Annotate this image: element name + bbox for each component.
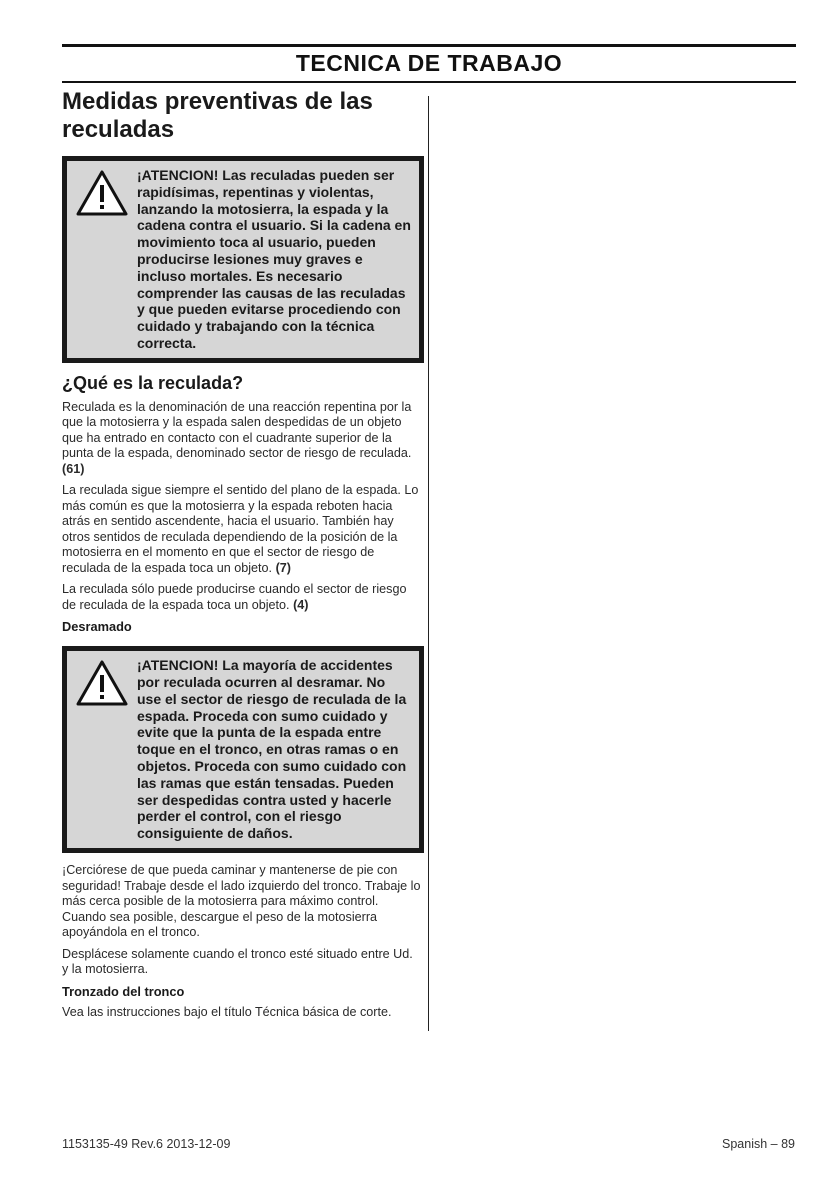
warning-box-kickback — [62, 156, 424, 363]
section-heading-bucking: Tronzado del tronco — [62, 983, 185, 999]
figure-reference: (7) — [275, 560, 291, 575]
paragraph-text: La reculada sigue siempre el sentido del plano de la espada. Lo más común es que la motosierra y la espada reboten hacia atrás en sentido ascendente, hacia el usuario. También hay otros sentidos de reculada dependiendo de la posición de la motosierra en el momento en que el sector de riesgo de reculada de la espada toca un objeto. — [62, 483, 419, 575]
subheading-what-is-kickback: ¿Qué es la reculada? — [62, 372, 244, 393]
paragraph: Vea las instrucciones bajo el título Técnica básica de corte. — [62, 1004, 392, 1019]
footer-doc-id: 1153135-49 Rev.6 2013-12-09 — [62, 1137, 231, 1151]
paragraph — [62, 400, 422, 478]
warning-triangle-icon — [75, 659, 129, 707]
paragraph — [62, 483, 422, 576]
header-rule-top — [62, 44, 796, 47]
paragraph — [62, 582, 422, 613]
paragraph-text: La reculada sólo puede producirse cuando el sector de riesgo de reculada de la espada toca un objeto. — [62, 582, 407, 612]
figure-reference: (61) — [62, 461, 85, 476]
footer-page-number: Spanish – 89 — [722, 1137, 795, 1151]
paragraph: ¡Cerciórese de que pueda caminar y mantenerse de pie con seguridad! Trabaje desde el lado izquierdo del tronco. Trabaje lo más cerca posible de la motosierra para máximo control. Cuando sea posible, descargue el peso de la motosierra apoyándola en el tronco. — [62, 863, 421, 940]
section-heading: Medidas preventivas de las reculadas — [62, 88, 373, 143]
section-heading-limbing: Desramado — [62, 619, 132, 635]
warning-triangle-icon — [75, 169, 129, 217]
paragraph-text: Reculada es la denominación de una reacción repentina por la que la motosierra y la espada salen despedidas de un objeto que ha entrado en contacto con el cuadrante superior de la punta de la espada, denominado sector de riesgo de reculada. — [62, 399, 412, 461]
paragraph: Desplácese solamente cuando el tronco esté situado entre Ud. y la motosierra. — [62, 946, 413, 977]
left-column — [62, 88, 422, 1026]
warning-box-limbing — [62, 646, 424, 853]
page-header-title: TECNICA DE TRABAJO — [295, 50, 563, 76]
warning-text: ¡ATENCION! La mayoría de accidentes por reculada ocurren al desramar. No use el sector de riesgo de reculada de la espada. Proceda con sumo cuidado y evite que la punta de la espada entre toque en el tronco, en otras ramas o en objetos. Proceda con sumo cuidado con las ramas que están tensadas. Pueden ser despedidas contra usted y hacerle perder el control, con el riesgo consiguiente de daños. — [137, 657, 407, 842]
column-divider — [428, 96, 429, 1031]
warning-text: ¡ATENCION! Las reculadas pueden ser rapidísimas, repentinas y violentas, lanzando la motosierra, la espada y la cadena contra el usuario. Si la cadena en movimiento toca al usuario, pueden producirse lesiones muy graves e incluso mortales. Es necesario comprender las causas de las reculadas y que pueden evitarse procediendo con cuidado y trabajando con la técnica correcta. — [137, 167, 411, 351]
figure-reference: (4) — [293, 597, 309, 612]
header-rule-bottom — [62, 81, 796, 83]
